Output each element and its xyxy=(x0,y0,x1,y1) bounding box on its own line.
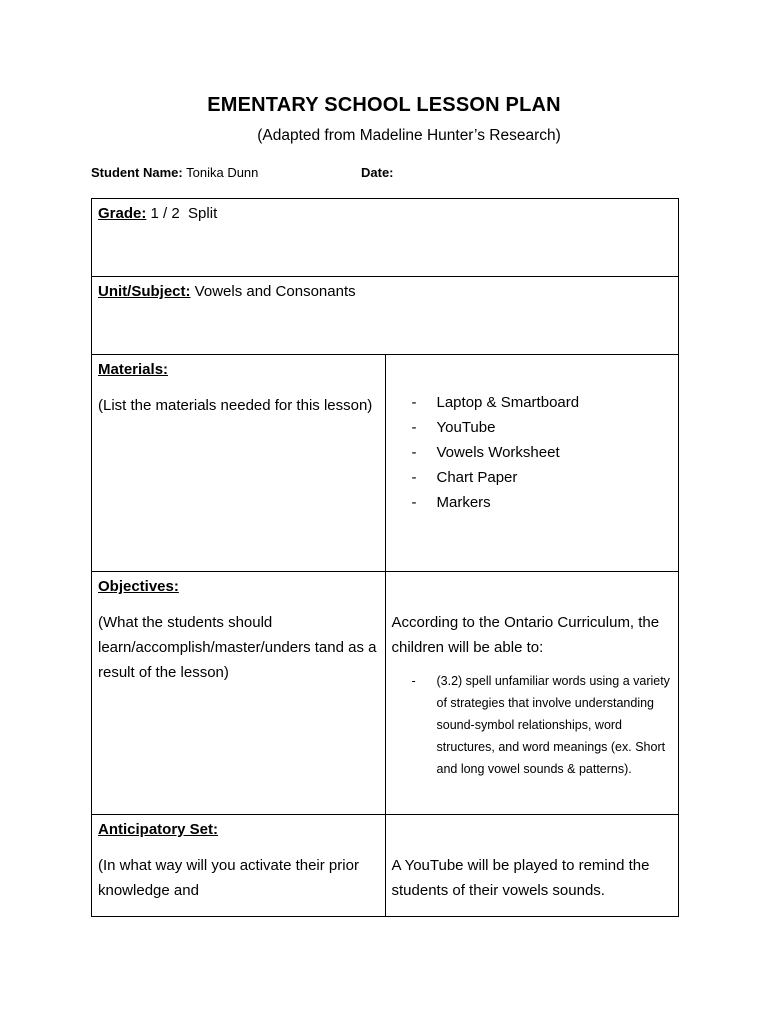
materials-right-cell xyxy=(385,355,679,572)
lesson-plan-table xyxy=(91,198,679,917)
list-item: - Chart Paper xyxy=(412,465,679,490)
anticipatory-right-cell xyxy=(385,815,679,917)
objectives-right-cell xyxy=(385,572,679,815)
unit-value: Vowels and Consonants xyxy=(194,283,356,300)
anticipatory-left-cell xyxy=(92,815,386,917)
unit-label: Unit/Subject: xyxy=(98,283,191,300)
list-item: - Markers xyxy=(412,490,679,515)
list-item: - Vowels Worksheet xyxy=(412,440,679,465)
anticipatory-answer: A YouTube will be played to remind the students of their vowels sounds. xyxy=(391,857,650,899)
student-name-line xyxy=(91,165,258,180)
objectives-left-cell xyxy=(92,572,386,815)
objectives-prompt: (What the students should learn/accomplish/master/unders tand as a result of the lesson) xyxy=(98,614,377,681)
grade-cell xyxy=(92,199,679,277)
objectives-list xyxy=(392,670,673,780)
document-subtitle: (Adapted from Madeline Hunter’s Research) xyxy=(257,127,561,144)
anticipatory-label: Anticipatory Set: xyxy=(98,821,219,838)
objectives-intro: According to the Ontario Curriculum, the children will be able to: xyxy=(391,614,660,656)
materials-label: Materials: xyxy=(98,361,169,378)
unit-cell xyxy=(92,277,679,355)
materials-row xyxy=(92,355,679,572)
date-line xyxy=(361,165,394,180)
student-name-value: Tonika Dunn xyxy=(186,165,259,180)
anticipatory-row xyxy=(92,815,679,917)
list-item: - Laptop & Smartboard xyxy=(412,390,679,415)
unit-row xyxy=(92,277,679,355)
grade-label: Grade: xyxy=(98,205,147,222)
student-name-label: Student Name: xyxy=(91,165,183,180)
list-item: - (3.2) spell unfamiliar words using a variety of strategies that involve understanding sound-symbol relationships, word structures, and word meanings (ex. Short and long vowel sounds & patterns). xyxy=(412,670,673,780)
objectives-label: Objectives: xyxy=(98,578,179,595)
list-item: - YouTube xyxy=(412,415,679,440)
anticipatory-prompt: (In what way will you activate their prior knowledge and xyxy=(98,857,359,899)
document-title: EMENTARY SCHOOL LESSON PLAN xyxy=(207,94,561,116)
materials-list xyxy=(386,390,679,515)
materials-left-cell xyxy=(92,355,386,572)
objectives-row xyxy=(92,572,679,815)
date-label: Date: xyxy=(361,165,394,180)
materials-prompt: (List the materials needed for this lesson) xyxy=(98,397,373,414)
grade-row xyxy=(92,199,679,277)
grade-value: 1 / 2 Split xyxy=(150,205,218,222)
